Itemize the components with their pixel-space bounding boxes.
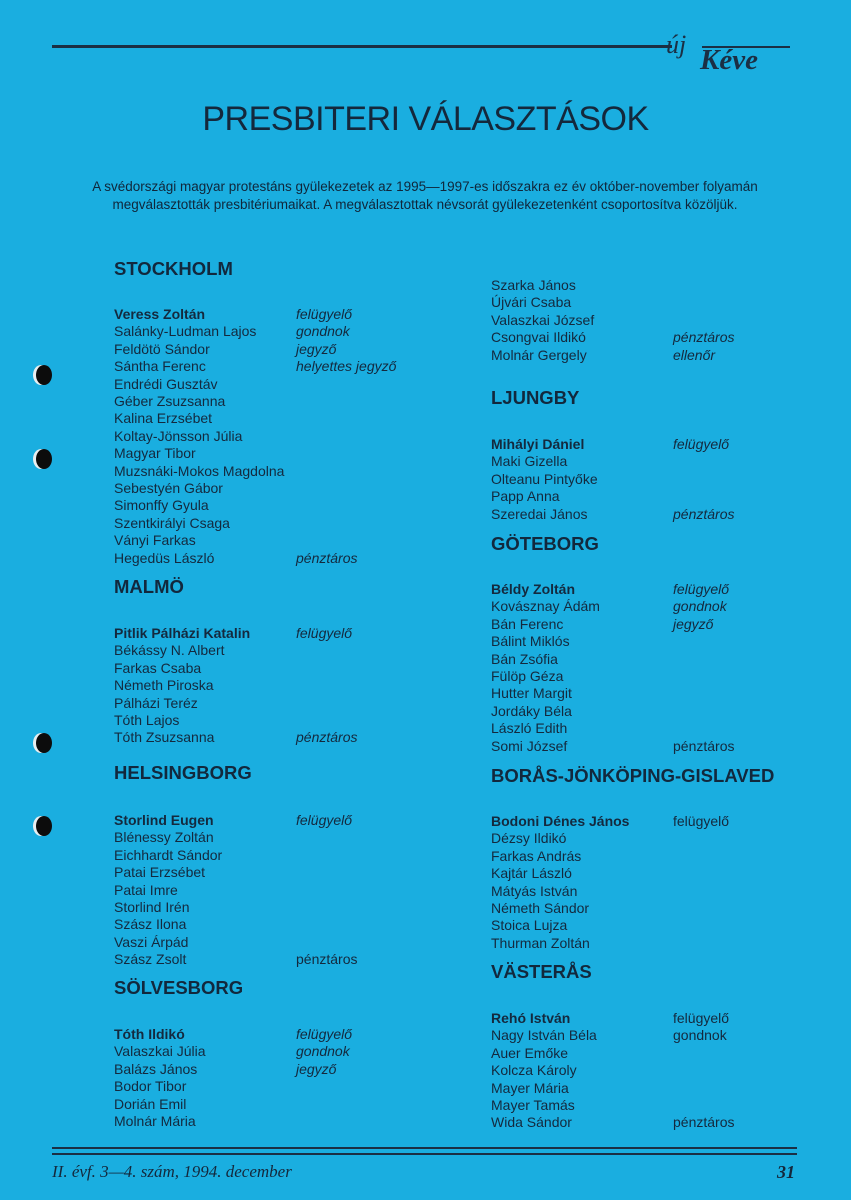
member-name: Farkas András [491, 847, 582, 864]
member-name: Valaszkai Júlia [114, 1043, 206, 1060]
member-name: Kajtár László [491, 865, 572, 882]
member-name: Bán Zsófia [491, 650, 558, 667]
member-role: helyettes jegyző [296, 358, 397, 375]
member-name: Kovásznay Ádám [491, 598, 600, 615]
member-name: Patai Imre [114, 881, 178, 898]
member-name: László Edith [491, 720, 568, 737]
member-role: gondnok [296, 1043, 350, 1060]
member-name: Balázs János [114, 1060, 198, 1077]
masthead-logo [662, 20, 802, 80]
member-name: Rehó István [491, 1010, 571, 1026]
member-name: Szeredai János [491, 505, 588, 522]
member-name: Tóth Lajos [114, 712, 180, 728]
member-role: felügyelő [673, 813, 730, 829]
punch-hole [36, 449, 52, 469]
member-name: Tóth Zsuzsanna [114, 729, 215, 746]
member-name: Mátyás István [491, 882, 578, 899]
member-name: Olteanu Pintyőke [491, 470, 598, 487]
member-name: Dézsy Ildikó [491, 830, 567, 847]
member-role: felügyelő [673, 1010, 730, 1026]
member-name: Molnár Mária [114, 1113, 196, 1129]
member-role: gondnok [673, 598, 727, 615]
member-name: Simonffy Gyula [114, 497, 209, 514]
member-name: Szarka János [491, 277, 576, 293]
member-name: Bán Ferenc [491, 615, 564, 632]
member-role: felügyelő [296, 625, 353, 641]
member-name: Fülöp Géza [491, 668, 564, 684]
section-heading-goteborg: GÖTEBORG [491, 533, 599, 554]
member-name: Sántha Ferenc [114, 358, 206, 375]
section-heading-solvesborg: SÖLVESBORG [114, 977, 244, 998]
member-name: Patai Erzsébet [114, 864, 206, 881]
logo-keve: Kéve [700, 44, 758, 76]
member-name: Maki Gizella [491, 453, 568, 470]
member-name: Pálházi Teréz [114, 694, 198, 711]
member-name: Papp Anna [491, 488, 560, 505]
member-name: Jordáky Béla [491, 702, 572, 719]
member-name: Sebestyén Gábor [114, 480, 223, 496]
section-heading-boras: BORÅS-JÖNKÖPING-GISLAVED [491, 765, 775, 786]
member-name: Mihályi Dániel [491, 436, 585, 452]
member-name: Feldötö Sándor [114, 340, 210, 357]
member-name: Valaszkai József [491, 311, 595, 328]
member-role: jegyző [296, 1060, 337, 1077]
member-name: Bálint Miklós [491, 633, 570, 650]
member-name: Somi József [491, 737, 568, 754]
member-role: felügyelő [296, 1026, 353, 1042]
member-name: Endrédi Gusztáv [114, 375, 218, 392]
punch-hole [36, 365, 52, 385]
section-heading-helsingborg: HELSINGBORG [114, 762, 252, 783]
member-name: Szentkirályi Csaga [114, 514, 230, 531]
member-name: Storlind Irén [114, 899, 190, 915]
footer-rule [52, 1153, 797, 1155]
member-role: pénztáros [673, 329, 735, 346]
member-name: Szász Zsolt [114, 951, 187, 968]
section-heading-vasteras: VÄSTERÅS [491, 961, 592, 982]
member-name: Németh Piroska [114, 677, 214, 694]
punch-hole [36, 816, 52, 836]
footer-rule [52, 1147, 797, 1149]
member-name: Koltay-Jönsson Júlia [114, 427, 243, 444]
member-name: Farkas Csaba [114, 659, 202, 676]
member-role: felügyelő [296, 812, 353, 828]
member-name: Szász Ilona [114, 916, 187, 933]
member-role: pénztáros [673, 737, 735, 754]
member-name: Tóth Ildikó [114, 1026, 185, 1042]
member-role: pénztáros [673, 505, 735, 522]
member-name: Hutter Margit [491, 685, 572, 702]
member-name: Hegedüs László [114, 549, 215, 566]
member-role: ellenőr [673, 346, 716, 363]
member-name: Mayer Tamás [491, 1097, 575, 1113]
member-role: gondnok [296, 323, 350, 340]
member-name: Stoica Lujza [491, 917, 568, 934]
member-role: felügyelő [673, 581, 730, 597]
member-name: Pitlik Pálházi Katalin [114, 625, 251, 641]
section-heading-malmo: MALMÖ [114, 576, 184, 597]
member-name: Salánky-Ludman Lajos [114, 323, 257, 340]
page-title: PRESBITERI VÁLASZTÁSOK [202, 100, 649, 138]
member-role: felügyelő [673, 436, 730, 452]
section-heading-stockholm: STOCKHOLM [114, 258, 233, 279]
member-name: Wida Sándor [491, 1114, 572, 1131]
member-name: Mayer Mária [491, 1079, 569, 1096]
member-name: Géber Zsuzsanna [114, 393, 226, 409]
member-name: Dorián Emil [114, 1095, 187, 1112]
member-name: Békássy N. Albert [114, 642, 225, 659]
member-name: Thurman Zoltán [491, 934, 590, 951]
member-name: Molnár Gergely [491, 346, 587, 363]
member-name: Auer Emőke [491, 1044, 569, 1061]
punch-hole [36, 733, 52, 753]
member-role: jegyző [673, 615, 714, 632]
member-name: Vaszi Árpád [114, 933, 189, 950]
member-role: pénztáros [673, 1114, 735, 1131]
member-name: Blénessy Zoltán [114, 829, 214, 846]
member-role: pénztáros [296, 951, 358, 968]
logo-uj: új [666, 30, 687, 59]
member-name: Kalina Erzsébet [114, 410, 213, 427]
member-name: Újvári Csaba [491, 294, 572, 311]
member-name: Csongvai Ildikó [491, 329, 586, 346]
member-name: Muzsnáki-Mokos Magdolna [114, 462, 285, 479]
section-heading-ljungby: LJUNGBY [491, 387, 580, 408]
member-name: Nagy István Béla [491, 1027, 597, 1044]
member-role: gondnok [673, 1027, 727, 1044]
member-name: Béldy Zoltán [491, 581, 576, 597]
intro-paragraph: A svédországi magyar protestáns gyülekezetek az 1995—1997-es időszakra ez év október-november folyamán megválasztották presbitériumaikat. A megválasztottak névsorát gyülekezetenként csoportosítva közöljük. [92, 179, 758, 212]
member-name: Magyar Tibor [114, 445, 196, 462]
member-name: Ványi Farkas [114, 532, 196, 549]
issue-info: II. évf. 3—4. szám, 1994. december [52, 1162, 292, 1181]
top-rule [52, 45, 672, 48]
page-number: 31 [777, 1162, 795, 1182]
member-name: Veress Zoltán [114, 306, 206, 322]
member-role: pénztáros [296, 729, 358, 746]
member-role: pénztáros [296, 549, 358, 566]
member-name: Kolcza Károly [491, 1062, 577, 1079]
member-role: felügyelő [296, 306, 353, 322]
member-name: Bodor Tibor [114, 1078, 187, 1095]
member-role: jegyző [296, 340, 337, 357]
member-name: Storlind Eugen [114, 812, 214, 828]
member-name: Eichhardt Sándor [114, 846, 223, 863]
member-name: Bodoni Dénes János [491, 813, 630, 829]
member-name: Németh Sándor [491, 900, 590, 916]
